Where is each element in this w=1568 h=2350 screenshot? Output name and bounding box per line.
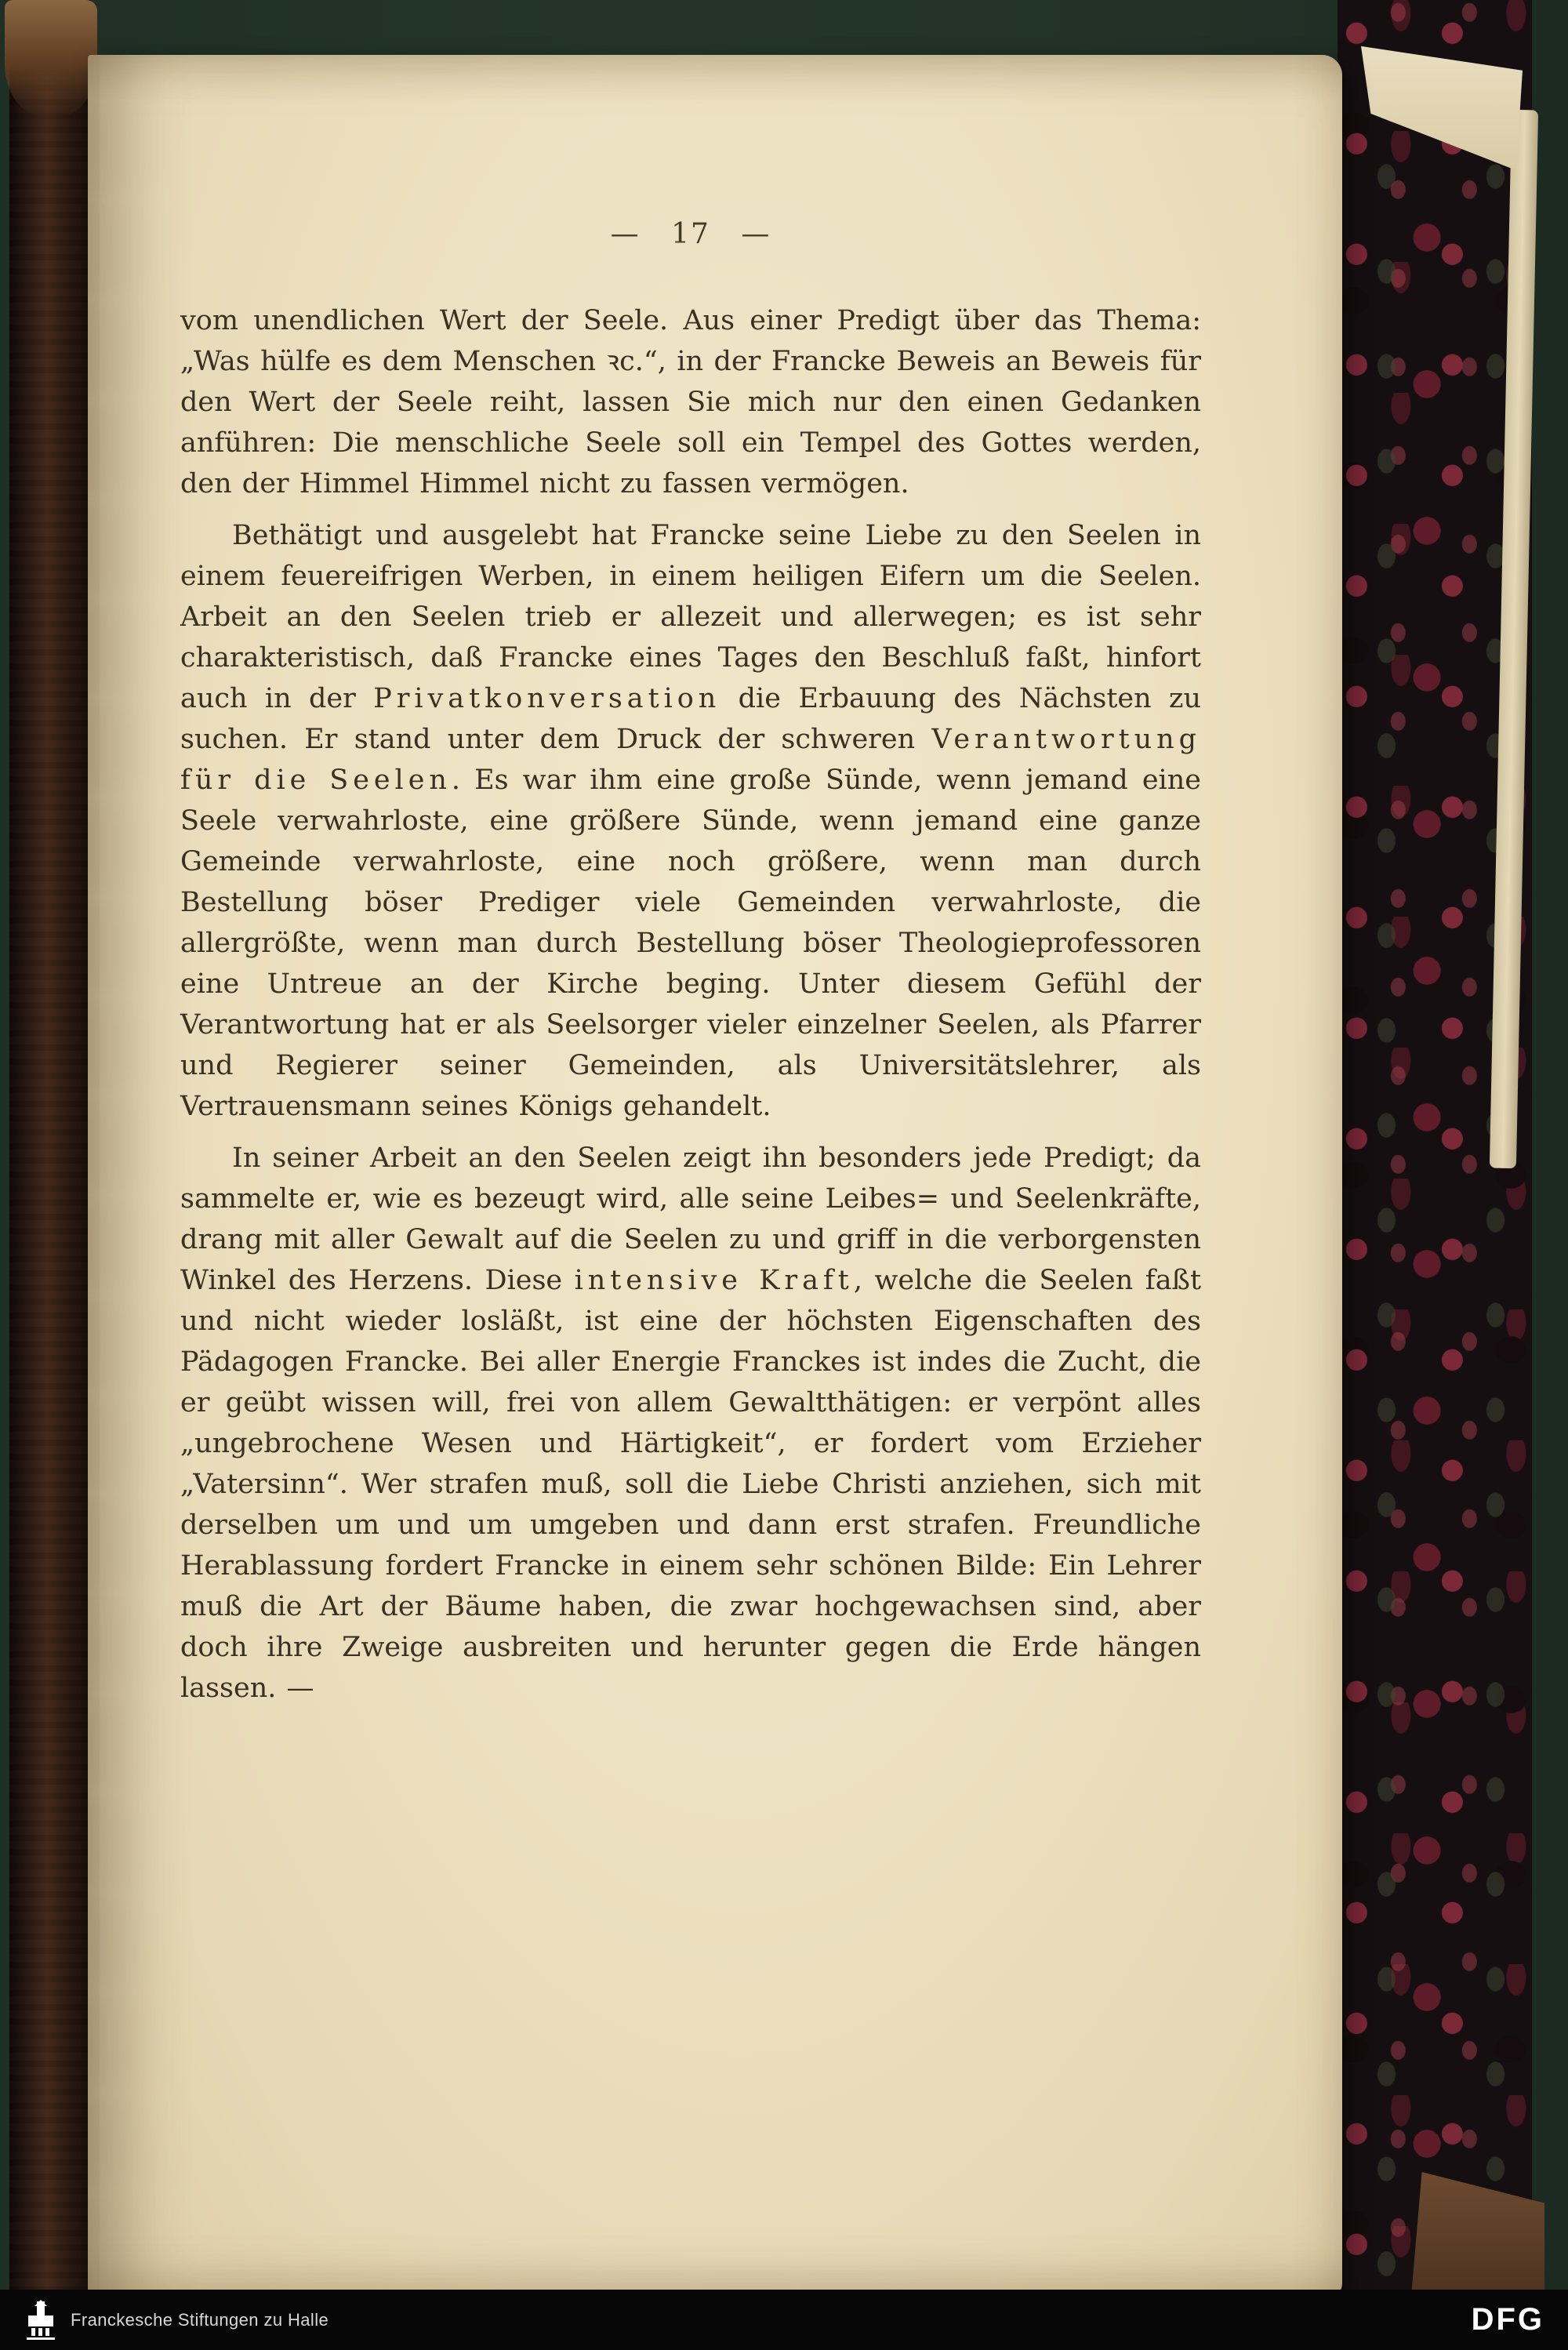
book-page	[88, 55, 1342, 2299]
book-spine	[9, 0, 91, 2297]
emphasized-text: intensive Kraft	[574, 1265, 854, 1296]
emphasized-text: Privatkonversation	[373, 683, 721, 714]
emphasized-text: Verantwortung für die Seelen	[180, 724, 1201, 796]
footer-left	[24, 2300, 328, 2341]
page-content	[180, 218, 1201, 1709]
book-spine-headcap	[5, 0, 97, 118]
text-block	[180, 300, 1201, 1709]
dfg-logo: DFG	[1471, 2302, 1544, 2337]
paragraph: vom unendlichen Wert der Seele. Aus einer Predigt über das Thema: „Was hülfe es dem Menschen ꝛc.“, in der Francke Beweis an Beweis für den Wert der Seele reiht, lassen Sie mich nur den einen Gedanken anführen: Die menschliche Seele soll ein Tempel des Gottes werden, den der Himmel Himmel nicht zu fassen vermögen.	[180, 305, 1201, 499]
footer-bar	[0, 2290, 1568, 2350]
page-number: — 17 —	[610, 218, 771, 250]
paragraph: Bethätigt und ausgelebt hat Francke seine Liebe zu den Seelen in einem feuereifrigen Werben, in einem heiligen Eifern um die Seelen. Arbeit an den Seelen trieb er allezeit und allerwegen; es ist sehr charakteristisch, daß Francke eines Tages den Beschluß faßt, hinfort auch in der Privatkonversation die Erbauung des Nächsten zu suchen. Er stand unter dem Druck der schweren Verantwortung für die Seelen. Es war ihm eine große Sünde, wenn jemand eine Seele verwahrloste, eine größere Sünde, wenn jemand eine ganze Gemeinde verwahrloste, eine noch größere, wenn man durch Bestellung böser Prediger viele Gemeinden verwahrloste, die allergrößte, wenn man durch Bestellung böser Theologieprofessoren eine Untreue an der Kirche beging. Unter diesem Gefühl der Verantwortung hat er als Seelsorger vieler einzelner Seelen, als Pfarrer und Regierer seiner Gemeinden, als Universitätslehrer, als Vertrauensmann seines Königs gehandelt.	[180, 520, 1201, 1122]
paragraph: In seiner Arbeit an den Seelen zeigt ihn besonders jede Predigt; da sammelte er, wie es bezeugt wird, alle seine Leibes= und Seelenkräfte, drang mit aller Gewalt auf die Seelen zu und griff in die verborgensten Winkel des Herzens. Diese intensive Kraft, welche die Seelen faßt und nicht wieder losläßt, ist eine der höchsten Eigenschaften des Pädagogen Francke. Bei aller Energie Franckes ist indes die Zucht, die er geübt wissen will, frei von allem Gewaltthätigen: er verpönt alles „ungebrochene Wesen und Härtigkeit“, er fordert vom Erzieher „Vatersinn“. Wer strafen muß, soll die Liebe Christi anziehen, sich mit derselben um und um umgeben und dann erst strafen. Freundliche Herablassung fordert Francke in einem sehr schönen Bilde: Ein Lehrer muß die Art der Bäume haben, die zwar hochgewachsen sind, aber doch ihre Zweige ausbreiten und herunter gegen die Erde hängen lassen. —	[180, 1142, 1202, 1704]
institution-label: Franckesche Stiftungen zu Halle	[71, 2309, 329, 2330]
francke-foundations-logo-icon	[24, 2300, 58, 2341]
